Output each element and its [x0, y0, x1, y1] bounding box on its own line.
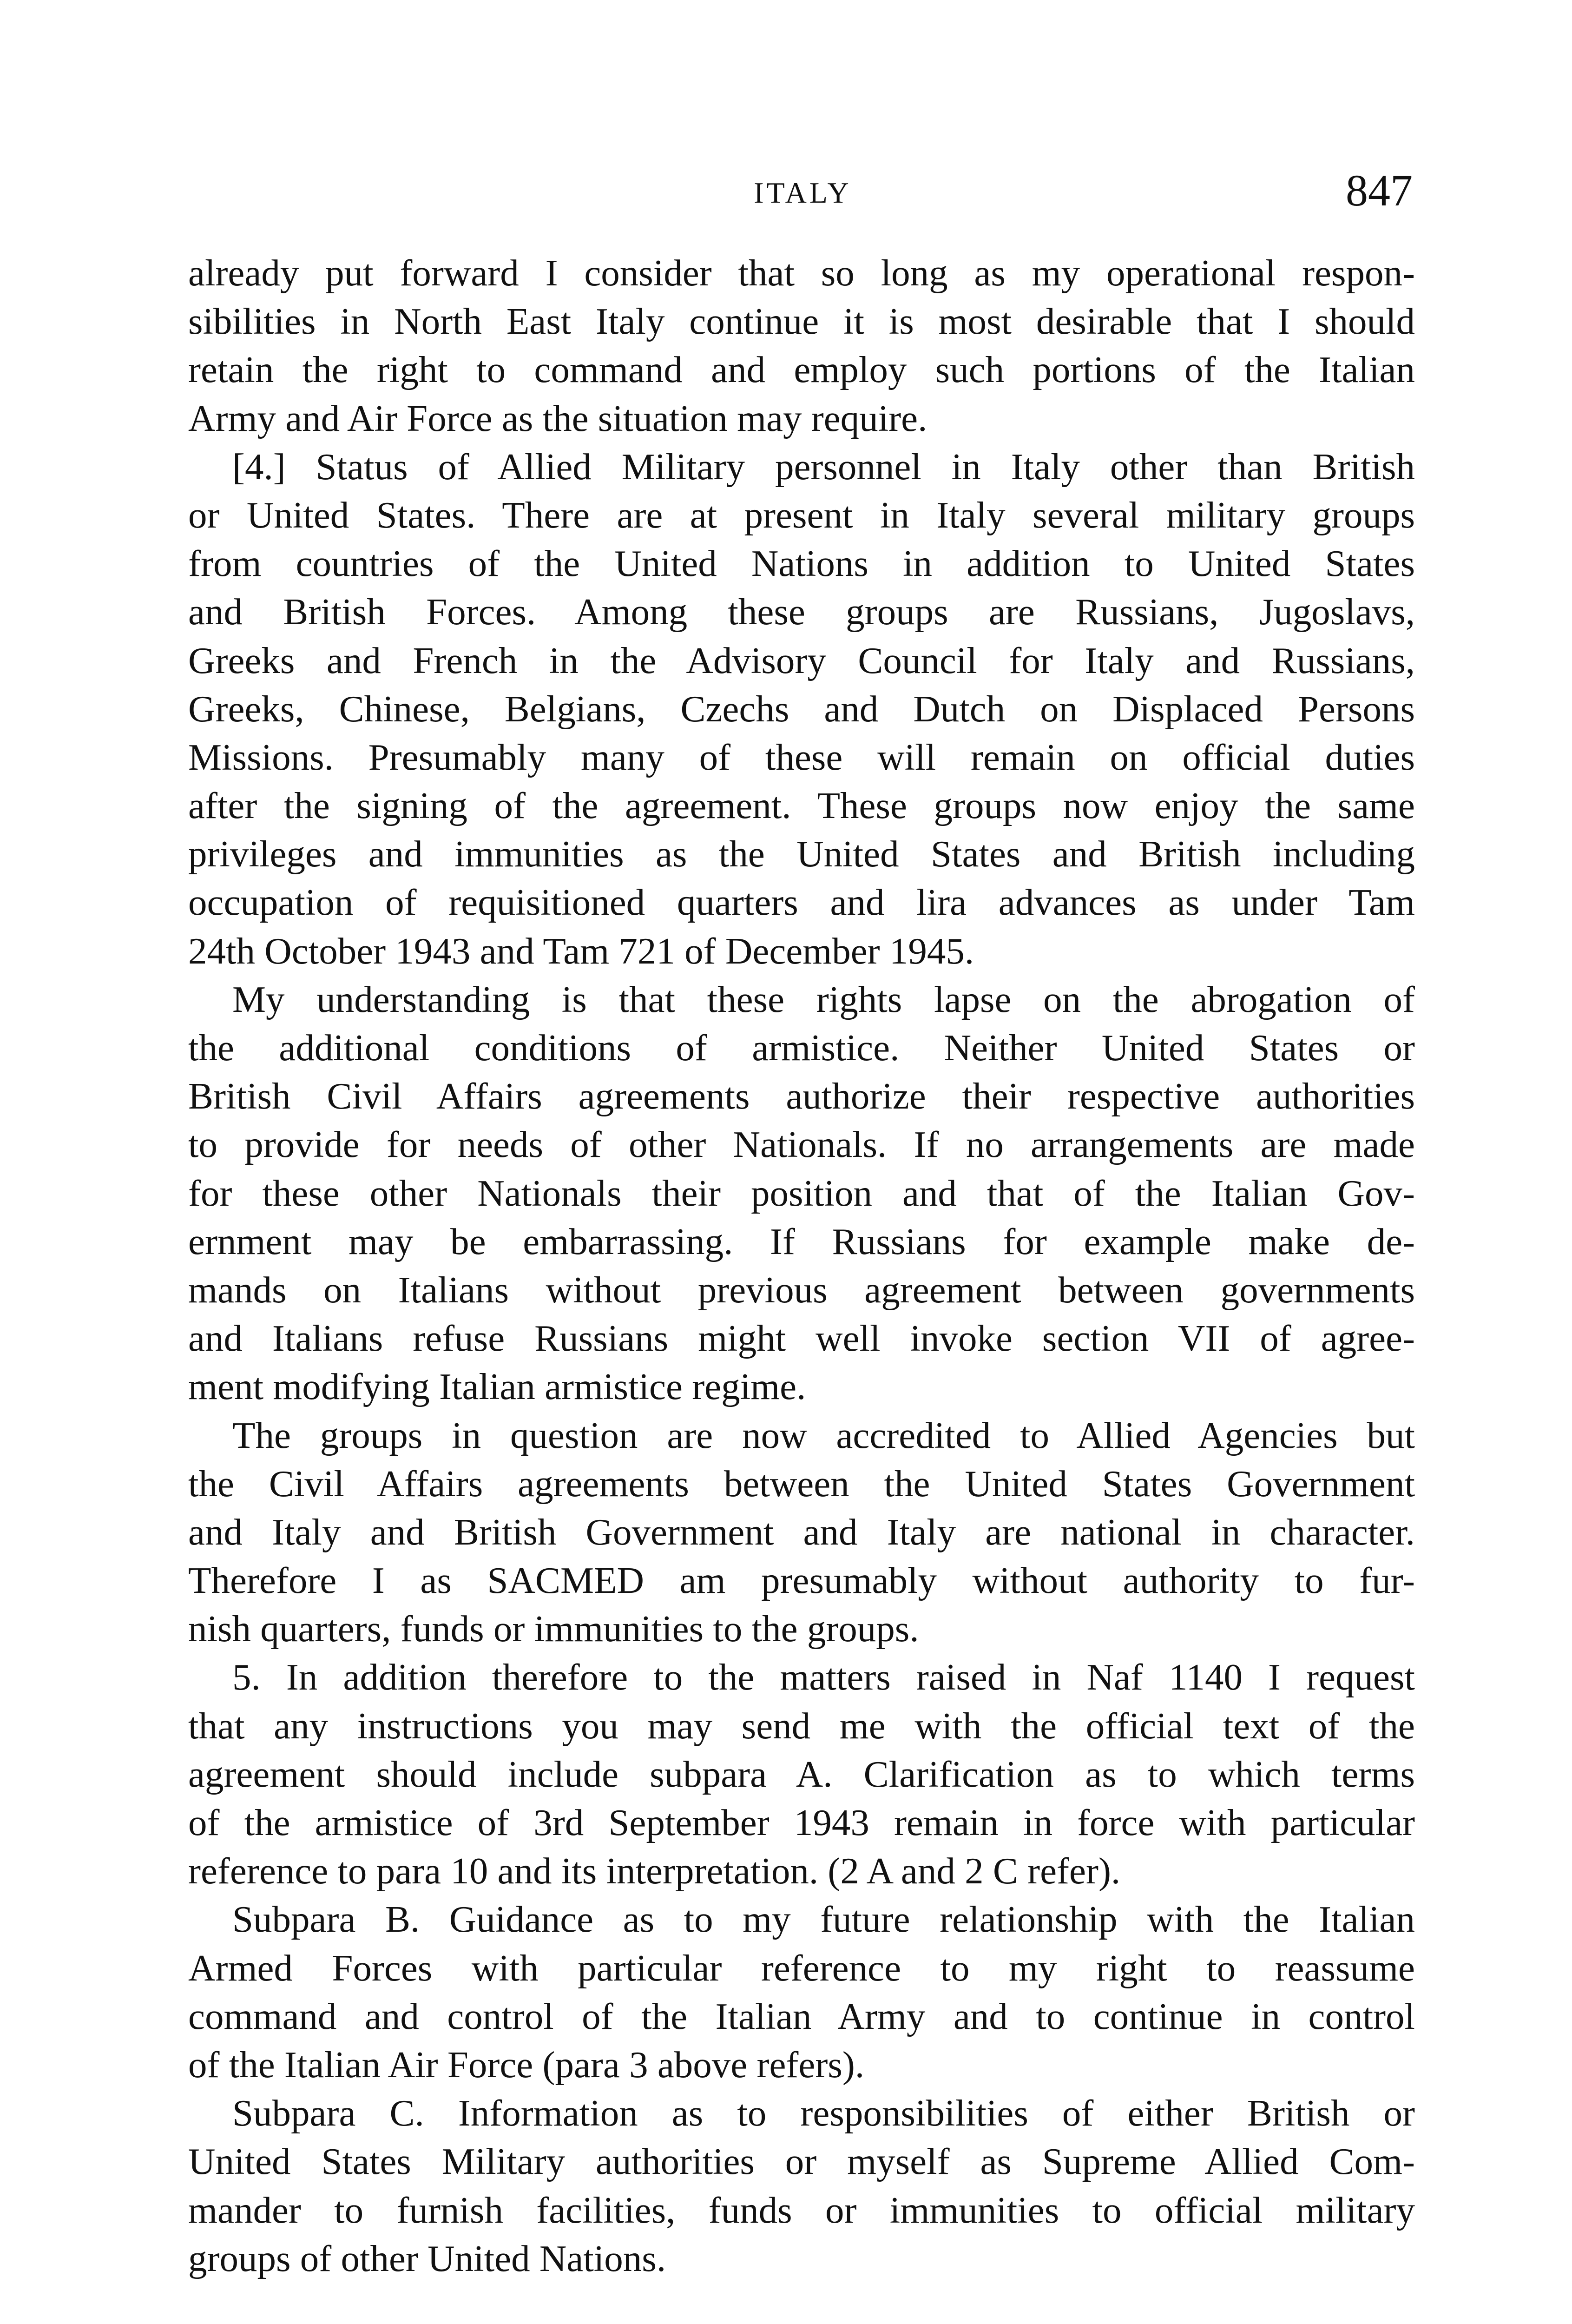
text-line: mands on Italians without previous agreement between governments	[188, 1268, 1415, 1311]
text-line: or United States. There are at present in Italy several military groups	[188, 494, 1415, 536]
text-line: retain the right to command and employ such portions of the Italian	[188, 349, 1415, 391]
text-line: Armed Forces with particular reference to my right to reassume	[188, 1947, 1415, 1989]
text-line: privileges and immunities as the United States and British including	[188, 833, 1415, 875]
text-line: nish quarters, funds or immunities to the groups.	[188, 1608, 919, 1650]
text-line: for these other Nationals their position and that of the Italian Gov-	[188, 1172, 1415, 1214]
text-line: after the signing of the agreement. These groups now enjoy the same	[188, 785, 1415, 827]
text-line: reference to para 10 and its interpretation. (2 A and 2 C refer).	[188, 1850, 1121, 1892]
text-line: 24th October 1943 and Tam 721 of December 1945.	[188, 930, 974, 972]
text-line: Army and Air Force as the situation may require.	[188, 397, 927, 439]
text-line: and British Forces. Among these groups are Russians, Jugoslavs,	[188, 591, 1415, 633]
text-line: mander to furnish facilities, funds or immunities to official military	[188, 2189, 1415, 2231]
text-line: ment modifying Italian armistice regime.	[188, 1366, 806, 1408]
text-line: My understanding is that these rights lapse on the abrogation of	[232, 978, 1415, 1020]
text-line: ernment may be embarrassing. If Russians for example make de-	[188, 1220, 1415, 1262]
text-line: 5. In addition therefore to the matters raised in Naf 1140 I request	[232, 1656, 1415, 1698]
text-line: sibilities in North East Italy continue it is most desirable that I should	[188, 300, 1415, 343]
text-line: command and control of the Italian Army and to continue in control	[188, 1995, 1415, 2037]
text-line: to provide for needs of other Nationals. If no arrangements are made	[188, 1123, 1415, 1166]
paragraph-point-5	[188, 1653, 1415, 1895]
text-line: The groups in question are now accredited to Allied Agencies but	[232, 1414, 1415, 1456]
text-line: [4.] Status of Allied Military personnel in Italy other than British	[232, 445, 1415, 488]
paragraph-continued	[188, 249, 1415, 442]
text-line: United States Military authorities or myself as Supreme Allied Com-	[188, 2140, 1415, 2183]
text-line: Missions. Presumably many of these will remain on official duties	[188, 736, 1415, 778]
text-line: Greeks and French in the Advisory Council for Italy and Russians,	[188, 639, 1415, 681]
text-line: of the armistice of 3rd September 1943 remain in force with particular	[188, 1802, 1415, 1843]
paragraph-status-of-personnel	[188, 442, 1415, 975]
text-line: already put forward I consider that so long as my operational respon-	[188, 252, 1415, 294]
running-title: ITALY	[754, 176, 852, 209]
text-line: the additional conditions of armistice. Neither United States or	[188, 1027, 1415, 1069]
text-line: the Civil Affairs agreements between the United States Government	[188, 1462, 1415, 1505]
paragraph-subpara-b	[188, 1895, 1415, 2089]
paragraph-groups-in-question	[188, 1411, 1415, 1653]
paragraph-subpara-c	[188, 2089, 1415, 2283]
text-line: that any instructions you may send me with the official text of the	[188, 1704, 1415, 1747]
text-line: Subpara B. Guidance as to my future relationship with the Italian	[232, 1898, 1415, 1941]
body-text	[188, 249, 1415, 2283]
text-line: Greeks, Chinese, Belgians, Czechs and Dutch on Displaced Persons	[188, 687, 1415, 730]
text-line: British Civil Affairs agreements authorize their respective authorities	[188, 1075, 1415, 1117]
text-line: of the Italian Air Force (para 3 above refers).	[188, 2043, 865, 2086]
paragraph-understanding	[188, 975, 1415, 1411]
text-line: Therefore I as SACMED am presumably without authority to fur-	[188, 1559, 1415, 1602]
text-line: from countries of the United Nations in addition to United States	[188, 542, 1415, 585]
text-line: and Italians refuse Russians might well invoke section VII of agree-	[188, 1317, 1415, 1360]
running-head	[193, 165, 1413, 221]
text-line: occupation of requisitioned quarters and lira advances as under Tam	[188, 881, 1415, 924]
text-line: Subpara C. Information as to responsibilities of either British or	[232, 2092, 1415, 2134]
text-line: groups of other United Nations.	[188, 2237, 666, 2279]
text-line: agreement should include subpara A. Clarification as to which terms	[188, 1753, 1415, 1795]
page-number: 847	[1346, 165, 1413, 215]
text-line: and Italy and British Government and Italy are national in character.	[188, 1511, 1415, 1553]
